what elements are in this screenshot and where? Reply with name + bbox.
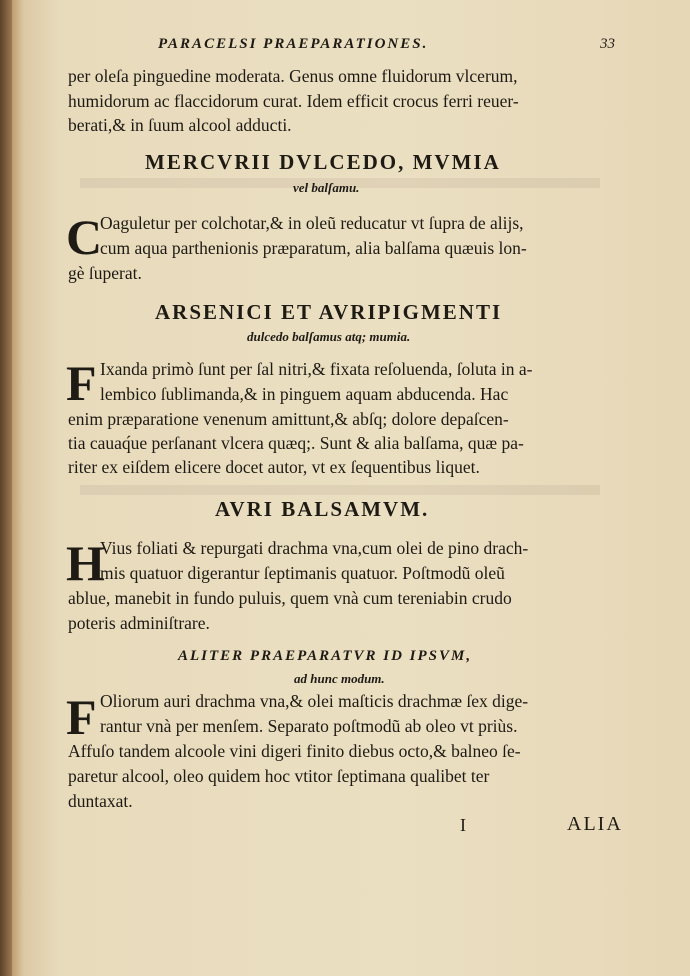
text-line: tia cauaq́ue perſanant vlcera quæq;. Sunt & alia balſama, quæ pa-	[68, 433, 524, 453]
section-heading: ALITER PRAEPARATVR ID IPSVM,	[178, 648, 473, 664]
page-number: 33	[600, 36, 615, 52]
text-line: Ixanda primò ſunt per ſal nitri,& fixata reſoluenda, ſoluta in a-	[100, 359, 533, 379]
drop-cap: F	[66, 355, 97, 411]
drop-cap: C	[66, 209, 103, 265]
drop-cap: H	[66, 535, 105, 591]
text-line: gè ſuperat.	[68, 263, 142, 283]
text-line: Vius foliati & repurgati drachma vna,cum olei de pino drach-	[100, 538, 529, 558]
text-line: Oliorum auri drachma vna,& olei maſticis drachmæ ſex dige-	[100, 691, 529, 711]
text-line: berati,& in ſuum alcool adducti.	[68, 115, 292, 135]
running-title: PARACELSI PRAEPARATIONES.	[158, 36, 429, 52]
text-line: per oleſa pinguedine moderata. Genus omne fluidorum vlcerum,	[68, 66, 518, 86]
text-line: Oaguletur per colchotar,& in oleũ reducatur vt ſupra de alijs,	[100, 213, 524, 233]
section-subheading: ad hunc modum.	[294, 671, 385, 686]
text-line: cum aqua parthenionis præparatum, alia balſama quæuis lon-	[100, 238, 527, 258]
catchword: ALIA	[567, 813, 623, 835]
text-line: riter ex eiſdem elicere docet autor, vt ex ſequentibus liquet.	[68, 457, 480, 477]
text-line: enim præparatione venenum amittunt,& abſq; dolore depaſcen-	[68, 409, 509, 429]
text-line: ablue, manebit in fundo puluis, quem vnà cum tereniabin crudo	[68, 588, 512, 608]
text-line: paretur alcool, oleo quidem hoc vtitor ſeptimana qualibet ter	[68, 766, 490, 786]
section-heading: MERCVRII DVLCEDO, MVMIA	[145, 150, 501, 174]
drop-cap: F	[66, 689, 97, 745]
text-line: Affuſo tandem alcoole vini digeri finito diebus octo,& balneo ſe-	[68, 741, 521, 761]
show-through-decoration	[80, 485, 600, 495]
section-subheading: vel balſamu.	[293, 180, 360, 195]
book-spine	[0, 0, 12, 976]
text-line: lembico ſublimanda,& in pinguem aquam abducenda. Hac	[100, 384, 509, 404]
section-subheading: dulcedo balſamus atq; mumia.	[247, 329, 411, 344]
section-heading: ARSENICI ET AVRIPIGMENTI	[155, 300, 503, 324]
text-line: poteris adminiſtrare.	[68, 613, 210, 633]
section-heading: AVRI BALSAMVM.	[215, 497, 430, 521]
signature-mark: I	[460, 815, 466, 835]
text-line: duntaxat.	[68, 791, 133, 811]
text-line: humidorum ac flaccidorum curat. Idem efficit crocus ferri reuer-	[68, 91, 519, 111]
text-line: mis quatuor digerantur ſeptimanis quatuor. Poſtmodũ oleũ	[100, 563, 505, 583]
text-line: rantur vnà per menſem. Separato poſtmodũ ab oleo vt priùs.	[100, 716, 518, 736]
